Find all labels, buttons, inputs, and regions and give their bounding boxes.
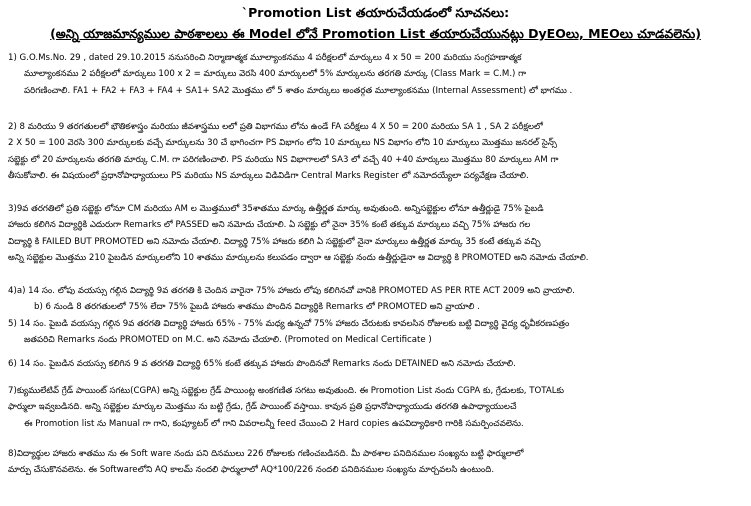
paragraph-line: ఫార్ములా ఇవ్వబడినది. అన్ని సబ్జెక్టుల మార్కుల మొత్తము ను బట్టి గ్రేడు, గ్రేడ్ పాయింట్ వస్తాయి. కావున ప్రతి ప్రధానోపాధ్యాయుడు తరగతి ఉపాధ్యాయులచే xyxy=(8,402,517,413)
paragraph-8 xyxy=(8,446,746,479)
paragraph-line: తీసుకోవాలి. ఈ విషయంలో ప్రధానోపాధ్యాయులు PS మరియు NS మార్కులు విడివిడిగా Central Marks Register లో నమోదయ్యేలా పర్యవేక్షణ చేయాలి. xyxy=(8,171,529,182)
paragraph-line: 8)విద్యార్థుల హాజరు శాతము ను ఈ Soft ware నందు పని దినములు 226 రోజులకు గణించబడినది. మీ పాఠశాల పనిదినముల సంఖ్యను బట్టి ఫార్ములాలో xyxy=(8,449,524,459)
paragraph-2 xyxy=(8,119,746,185)
paragraph-line: జతపరిచి Remarks నందు PROMOTED on M.C. అని నమోదు చేయాలి. (Promoted on Medical Certificate ) xyxy=(24,335,432,346)
paragraph-7 xyxy=(8,383,746,432)
paragraph-line: హాజరు కలిగిన విద్యార్థికి ఎదురుగా Remarks లో PASSED అని నమోదు చేయాలి. ఏ సబ్జెక్టు లో నైనా 35% కంటే తక్కువ మార్కులు వచ్చి 75% హాజరు గల xyxy=(8,220,531,231)
paragraph-line: 1) G.O.Ms.No. 29 , dated 29.10.2015 ననుసరించి నిర్మాణాత్మక మూల్యాంకనము 4 పరీక్షలలో మార్కులు 4 x 50 = 200 మరియు సంగ్రహణాత్మక xyxy=(8,53,522,63)
paragraph-line: సబ్జెక్టు లో 20 మార్కులను తరగతి మార్కు C.M. గా పరిగణించాలి. PS మరియు NS విభాగాలలో SA3 లో వచ్చే 40 +40 మార్కులు మొత్తము 80 మార్కులు AM గా xyxy=(8,154,559,165)
paragraph-line: విద్యార్థి కి FAILED BUT PROMOTED అని నమోదు చేయాలి. విద్యార్థి 75% హాజరు కలిగి ఏ సబ్జెక్టులో నైనా మార్కులు ఉత్తీర్ణత మార్కు 35 కంటే తక్కువ వచ్చి xyxy=(8,236,541,247)
paragraph-line: 3)9వ తరగతిలో ప్రతి సబ్జెక్టు లోనూ CM మరియు AM ల మొత్తములో 35శాతము మార్కు ఉత్తీర్ణత మార్కు అవుతుంది. అన్నిసబ్జెక్టుల లోనూ ఉత్తీర్ణుడై 75% పైబడి xyxy=(8,204,544,214)
paragraph-line: b) 6 నుండి 8 తరగతులలో 75% లేదా 75% పైబడి హాజరు శాతము పొందిన విద్యార్థికి Remarks లో PROMOTED అని వ్రాయాలి . xyxy=(34,302,480,313)
paragraph-line: మూల్యాంకనము 2 పరీక్షలలో మార్కులు 100 x 2 = మార్కులు వెరసి 400 మార్కులలో 5% మార్కులను తరగతి మార్కు (Class Mark = C.M.) గా xyxy=(24,69,527,80)
paragraph-6 xyxy=(8,356,746,372)
document-subtitle: (అన్ని యాజమాన్యముల పాఠశాలలు ఈ Model లోనే Promotion List తయారుచేయునట్లు DyEOలు, MEOలు చూడవలెను) xyxy=(50,26,701,41)
paragraph-line: 2 X 50 = 100 వెరసి 300 మార్కులకు వచ్చే మార్కులను 30 చే భాగించగా PS విభాగం లోని 10 మార్కులు NS విభాగం లోని 10 మార్కులు మొత్తము జనరల్ సైన్స్ xyxy=(8,138,557,149)
paragraph-line: మార్పు చేసుకొనవలెను. ఈ Softwareలోని AQ కాలమ్ నందలి ఫార్ములాలో AQ*100/226 నందలి పనిదినముల సంఖ్యను మార్చవలసి ఉంటుంది. xyxy=(8,465,495,476)
paragraph-line: అన్ని సబ్జెక్టుల మొత్తము 210 పైబడిన మార్కులలోని 10 శాతము మార్కులను కలుపడం ద్వారా ఆ సబ్జెక్టు నందు ఉత్తీర్ణుడైనా ఆ విద్యార్థి కి PROMOTED అని నమోదు చేయాలి. xyxy=(8,253,589,264)
paragraph-3 xyxy=(8,201,746,267)
paragraph-1 xyxy=(8,50,746,99)
paragraph-line: ఈ Promotion list ను Manual గా గాని, కంప్యూటర్ లో గాని వివరాలన్నీ feed చేయించి 2 Hard copies ఉపవిద్యాధికారి గారికి సమర్పించవలెను. xyxy=(24,418,524,429)
paragraph-line: 4)a) 14 సం. లోపు వయస్సు గల్గిన విద్యార్థి 9వ తరగతి కి చెందిన వారైనా 75% హాజరు లోపు కలిగినచో వానికి PROMOTED AS PER RTE ACT 2009 అని వ్రాయాలి. xyxy=(8,286,575,296)
paragraph-line: 2) 8 మరియు 9 తరగతులలో భౌతికశాస్త్రం మరియు జీవశాస్త్రము లలో ప్రతి విభాగము లోను ఉండే FA పరీక్షలు 4 X 50 = 200 మరియు SA 1 , SA 2 పరీక్షలలో xyxy=(8,122,543,132)
paragraph-line: 5) 14 సం. పైబడి వయస్సు గల్గిన 9వ తరగతి విద్యార్థి హాజరు 65% - 75% మధ్య ఉన్నచో 75% హాజరు చేరుటకు కావలసిన రోజులకు బట్టి విద్యార్థి వైద్య ధృవీకరణపత్రం xyxy=(8,318,570,329)
paragraph-line: 6) 14 సం. పైబడిన వయస్సు కలిగిన 9 వ తరగతి విద్యార్థి 65% కంటే తక్కువ హాజరు పొందినచో Remarks నందు DETAINED అని నమోదు చేయాలి. xyxy=(8,359,516,369)
document-title: `Promotion List తయారుచేయడంలో సూచనలు: xyxy=(241,5,510,20)
paragraph-line: 7)క్యుములేటివ్ గ్రేడ్ పాయింట్ సగటు(CGPA) అన్ని సబ్జెక్టుల గ్రేడ్ పాయింట్ల అంకగణిత సగటు అవుతుంది. ఈ Promotion List నందు CGPA కు, గ్రేడులకు, TOTALకు xyxy=(8,386,564,396)
paragraph-4-5 xyxy=(8,283,746,349)
paragraph-line: పరిగణించాలి. FA1 + FA2 + FA3 + FA4 + SA1+ SA2 మొత్తము లో 5 శాతం మార్కులు అంతర్గత మూల్యాంకనము (Internal Assessment) లో భాగము . xyxy=(24,85,573,96)
